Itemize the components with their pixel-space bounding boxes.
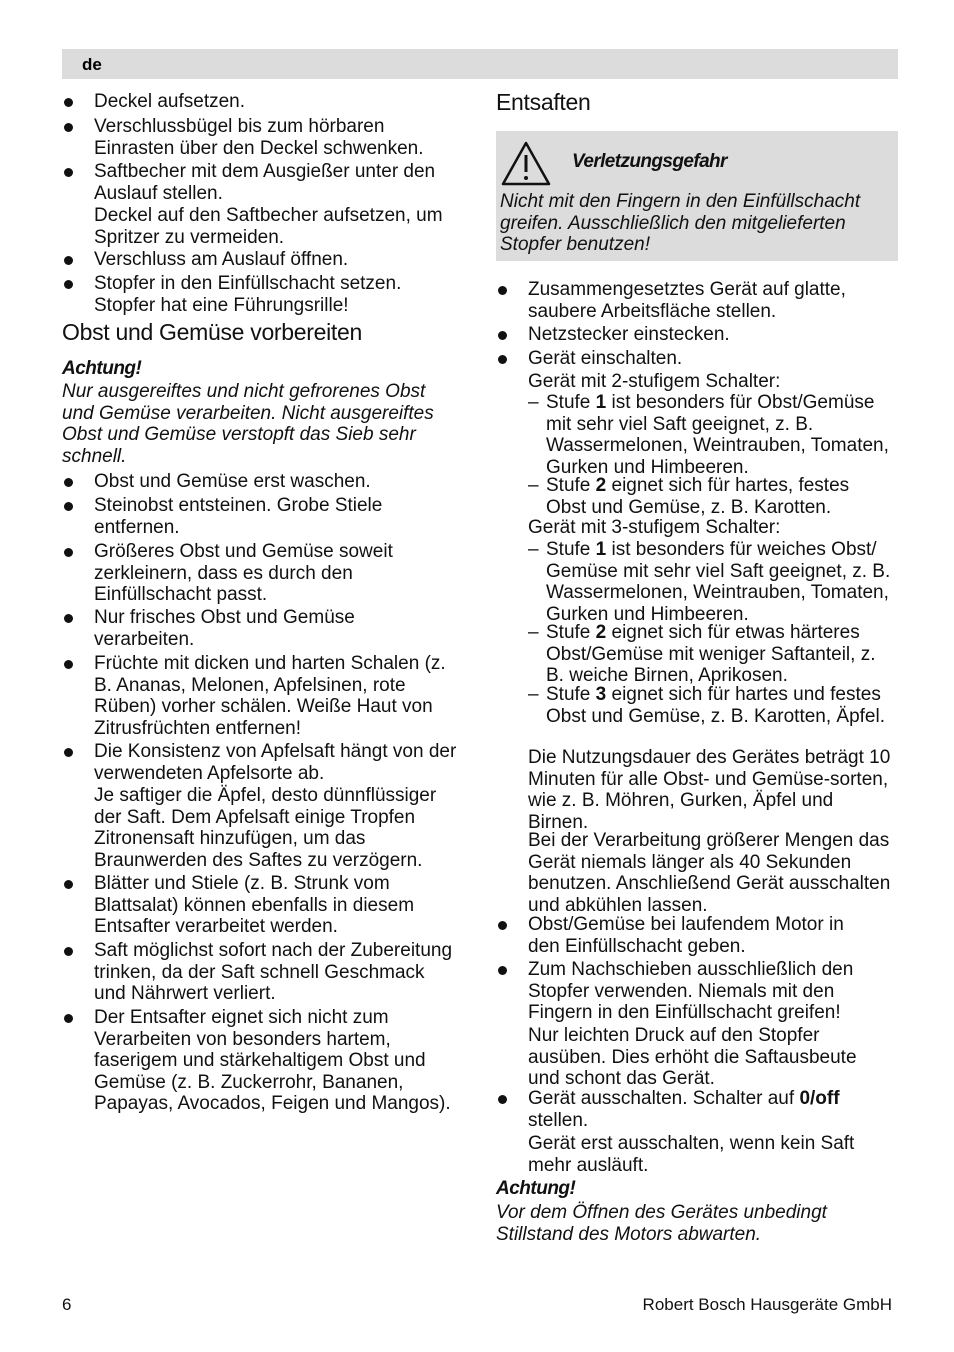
list-item: Gerät ausschalten. Schalter auf 0/off stellen. [496, 1088, 878, 1131]
list-item-paragraph: Gerät mit 3-stufigem Schalter: [528, 517, 781, 538]
company-name: Robert Bosch Hausgeräte GmbH [642, 1295, 892, 1314]
warning-triangle-icon [500, 139, 552, 187]
caution-text: Vor dem Öffnen des Gerätes unbedingt Stillstand des Motors abwarten. [496, 1202, 827, 1245]
language-label: de [82, 55, 102, 74]
list-item-paragraph: Je saftiger die Äpfel, desto dünnflüssiger der Saft. Dem Apfelsaft einige Tropfen Zitronensaft hinzufügen, um das Braunwerden des Saftes zu verzögern. [94, 785, 437, 871]
list-item: Nur frisches Obst und Gemüse verarbeiten. [62, 607, 394, 650]
list-item: Größeres Obst und Gemüse soweit zerkleinern, dass es durch den Einfüllschacht passt. [62, 541, 424, 606]
level-item: – Stufe 1 ist besonders für weiches Obst/ Gemüse mit sehr viel Saft geeignet, z. B. Wassermelonen, Weintrauben, Tomaten, Gurken und Himbeeren. [496, 539, 900, 625]
list-item: Zusammengesetztes Gerät auf glatte, saubere Arbeitsfläche stellen. [496, 279, 898, 322]
caution-text: Nur ausgereiftes und nicht gefrorenes Obst und Gemüse verarbeiten. Nicht ausgereiftes Obst und Gemüse verstopft das Sieb sehr schnell. [62, 381, 434, 467]
list-item-paragraph: Deckel auf den Saftbecher aufsetzen, um Spritzer zu vermeiden. [94, 205, 443, 248]
list-item: Obst/Gemüse bei laufendem Motor in den Einfüllschacht geben. [496, 914, 878, 957]
level-item: – Stufe 3 eignet sich für hartes und festes Obst und Gemüse, z. B. Karotten, Äpfel. [496, 684, 900, 727]
page-number: 6 [62, 1295, 72, 1314]
list-item: Verschluss am Auslauf öffnen. [62, 249, 348, 271]
list-item-paragraph: Gerät erst ausschalten, wenn kein Saft mehr ausläuft. [528, 1133, 855, 1176]
list-item-paragraph: Nur leichten Druck auf den Stopfer ausüben. Dies erhöht die Saftausbeute und schont das Gerät. [528, 1025, 857, 1089]
section-heading: Entsaften [496, 89, 591, 115]
level-item: – Stufe 1 ist besonders für Obst/Gemüse mit sehr viel Saft geeignet, z. B. Wassermelonen, Weintrauben, Tomaten, Gurken und Himbeeren. [496, 392, 898, 478]
list-item-paragraph: Gerät mit 2-stufigem Schalter: [528, 371, 781, 392]
list-item: Steinobst entsteinen. Grobe Stiele entfernen. [62, 495, 424, 538]
list-item: Saft möglichst sofort nach der Zubereitung trinken, da der Saft schnell Geschmack und Nährwert verliert. [62, 940, 459, 1005]
warning-title: Verletzungsgefahr [572, 151, 727, 172]
language-bar [62, 49, 898, 79]
list-item: Verschlussbügel bis zum hörbaren Einrasten über den Deckel schwenken. [62, 116, 434, 159]
list-item: Die Konsistenz von Apfelsaft hängt von der verwendeten Apfelsorte ab. [62, 741, 464, 784]
list-item: Saftbecher mit dem Ausgießer unter den Auslauf stellen. [62, 161, 464, 204]
list-item: Obst und Gemüse erst waschen. [62, 471, 371, 493]
section-heading: Obst und Gemüse vorbereiten [62, 319, 363, 345]
list-item: Stopfer in den Einfüllschacht setzen. Stopfer hat eine Führungsrille! [62, 273, 444, 316]
list-item: Früchte mit dicken und harten Schalen (z. B. Ananas, Melonen, Apfelsinen, rote Rüben) vorher schälen. Weiße Haut von Zitrusfrüchten entfernen! [62, 653, 464, 739]
level-item: – Stufe 2 eignet sich für etwas härteres Obst/Gemüse mit weniger Saftanteil, z. B. weiche Birnen, Aprikosen. [496, 622, 892, 687]
list-item: Der Entsafter eignet sich nicht zum Verarbeiten von besonders hartem, faserigem und stärkehaltigem Obst und Gemüse (z. B. Zuckerrohr, Bananen, Papayas, Avocados, Feigen und Mangos). [62, 1007, 464, 1115]
list-item: Gerät einschalten. [496, 348, 682, 370]
list-item-paragraph: Die Nutzungsdauer des Gerätes beträgt 10 Minuten für alle Obst- und Gemüse-sorten, wie z. B. Möhren, Gurken, Äpfel und Birnen. [528, 747, 891, 833]
caution-label: Achtung! [496, 1178, 576, 1199]
warning-box [496, 131, 898, 261]
list-item: Zum Nachschieben ausschließlich den Stopfer verwenden. Niemals mit den Fingern in den Einfüllschacht greifen! [496, 959, 888, 1024]
level-item: – Stufe 2 eignet sich für hartes, festes Obst und Gemüse, z. B. Karotten. [496, 475, 888, 518]
list-item: Netzstecker einstecken. [496, 324, 730, 346]
list-item: Deckel aufsetzen. [62, 91, 245, 113]
list-item-paragraph: Bei der Verarbeitung größerer Mengen das Gerät niemals länger als 40 Sekunden benutzen. Anschließend Gerät ausschalten und abkühlen lassen. [528, 830, 891, 916]
caution-label: Achtung! [62, 358, 142, 379]
list-item: Blätter und Stiele (z. B. Strunk vom Blattsalat) können ebenfalls in diesem Entsafter verarbeitet werden. [62, 873, 459, 938]
warning-text: Nicht mit den Fingern in den Einfüllschacht greifen. Ausschließlich den mitgelieferten Stopfer benutzen! [500, 191, 861, 255]
